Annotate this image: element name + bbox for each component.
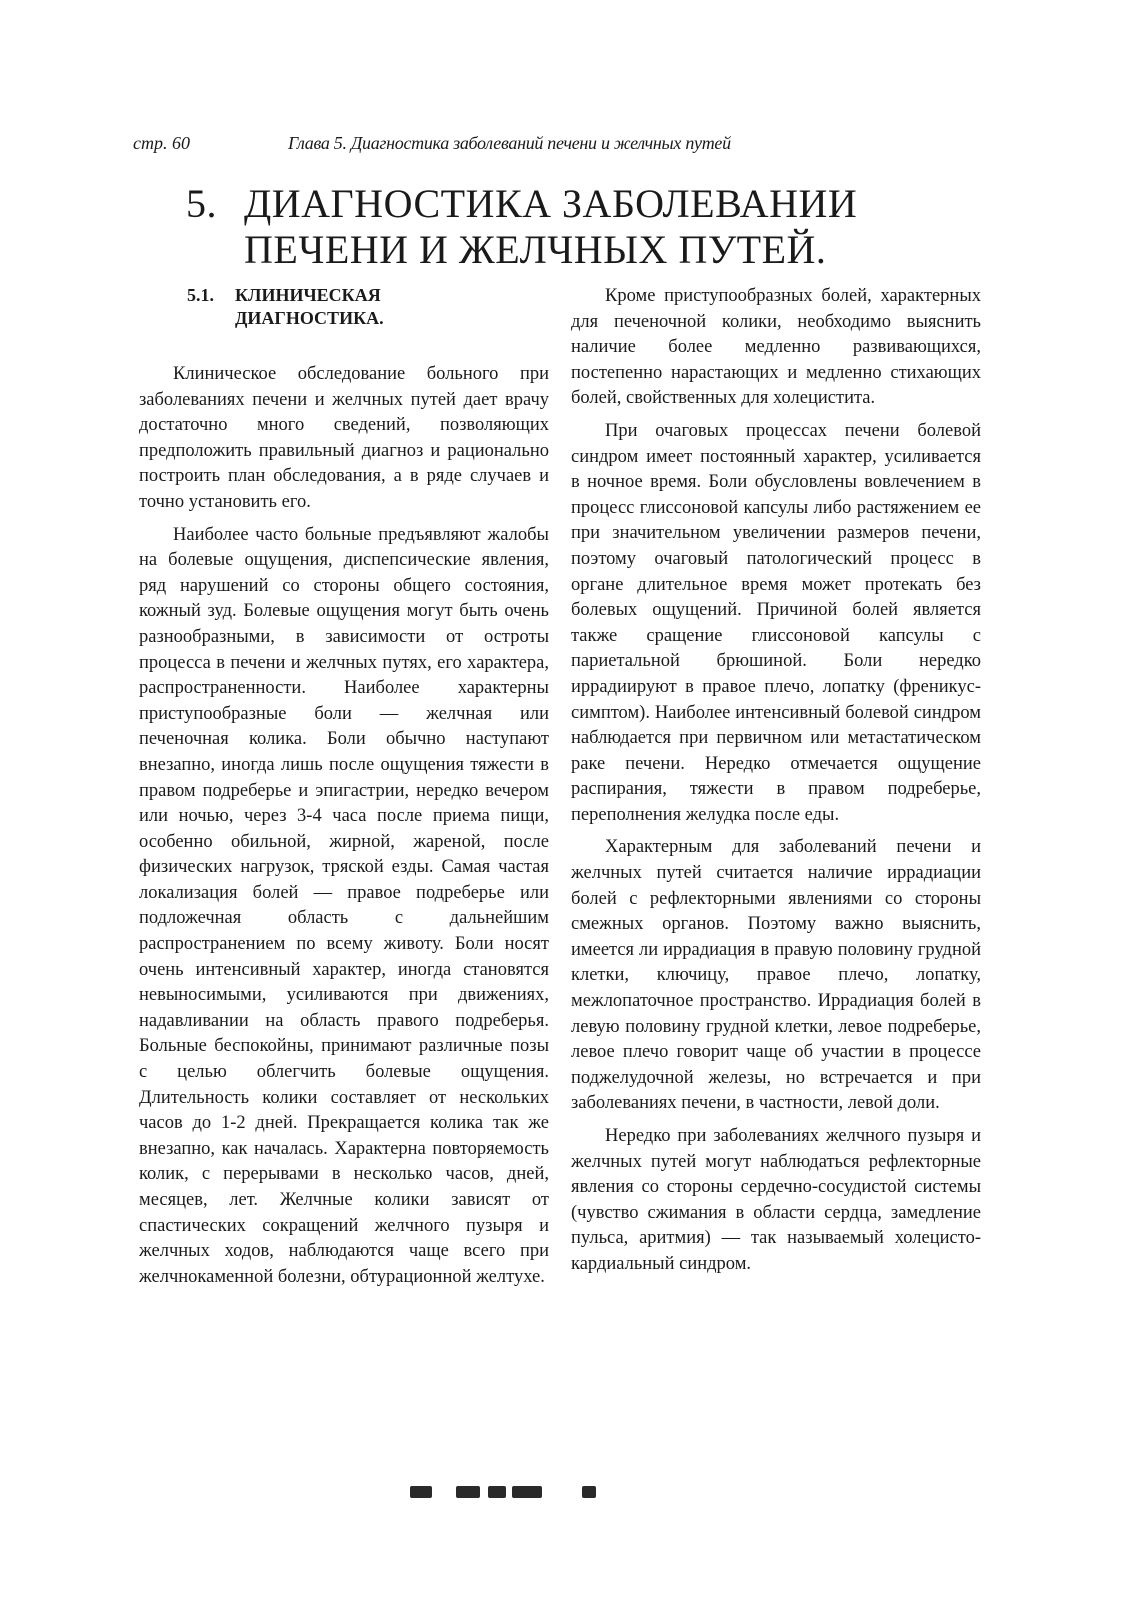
paragraph: Клиническое обследование больного при заболеваниях печени и желчных путей дает врачу достаточно много сведений, позволяющих предположить правильный диагноз и рационально построить план обследования, а в ряде случаев и точно установить его.: [139, 364, 549, 512]
right-column: [571, 284, 981, 1285]
section-number: 5.1.: [187, 285, 214, 305]
chapter-number: 5.: [186, 181, 217, 226]
left-column: [139, 284, 549, 1297]
paragraph: Кроме приступообразных болей, характерных для печеночной колики, необходимо выяснить наличие более медленно развивающихся, постепенно нарастающих и медленно стихающих болей, свойственных для холецистита.: [571, 286, 981, 409]
paragraph: Наиболее часто больные предъявляют жалобы на болевые ощущения, диспепсические явления, ряд нарушений со стороны общего состояния, кожный зуд. Болевые ощущения могут быть очень разнообразными, в зависимости от остроты процесса в печени и желчных путях, его характера, распространенности. Наиболее характерны приступообразные боли — желчная или печеночная колика. Боли обычно наступают внезапно, иногда лишь после ощущения тяжести в правом подреберье и эпигастрии, нередко вечером или ночью, через 3-4 часа после приема пищи, особенно обильной, жирной, жареной, после физических нагрузок, тряской езды. Самая частая локализация болей — правое подреберье или подложечная область с дальнейшим распространением по всему животу. Боли носят очень интенсивный характер, иногда становятся невыносимыми, усиливаются при движениях, надавливании на область правого подреберья. Больные беспокойны, принимают различные позы с целью облегчить болевые ощущения. Длительность колики составляет от нескольких часов до 1-2 дней. Прекращается колика так же внезапно, как началась. Характерна повторяемость колик, с перерывами в несколько часов, дней, месяцев, лет. Желчные колики зависят от спастических сокращений желчного пузыря и желчных ходов, наблюдаются чаще всего при желчнокаменной болезни, обтурационной желтухе.: [139, 524, 549, 1287]
section-title: КЛИНИЧЕСКАЯ ДИАГНОСТИКА.: [235, 285, 384, 328]
page-number: стр. 60: [133, 133, 190, 153]
paragraph: Нередко при заболеваниях желчного пузыря и желчных путей могут наблюдаться рефлекторные явления со стороны сердечно-сосудистой системы (чувство сжимания в области сердца, замедление пульса, аритмия) — так называемый холецисто-кардиальный синдром.: [571, 1126, 981, 1274]
section-heading: [187, 284, 549, 330]
paragraph: Характерным для заболеваний печени и желчных путей считается наличие иррадиации болей с рефлекторными явлениями со стороны смежных органов. Поэтому важно выяснить, имеется ли иррадиация в правую половину грудной клетки, ключицу, правое плечо, лопатку, межлопаточное пространство. Иррадиация болей в левую половину грудной клетки, левое подреберье, левое плечо говорит чаще об участии в процессе поджелудочной железы, но встречается и при заболеваниях печени, в частности, левой доли.: [571, 837, 981, 1114]
footer-artifact: [410, 1486, 600, 1500]
chapter-title-line-1: ДИАГНОСТИКА ЗАБОЛЕВАНИИ: [244, 181, 858, 226]
chapter-reference: Глава 5. Диагностика заболеваний печени и желчных путей: [288, 133, 731, 153]
chapter-title-line-2: ПЕЧЕНИ И ЖЕЛЧНЫХ ПУТЕЙ.: [244, 227, 827, 272]
paragraph: При очаговых процессах печени болевой синдром имеет постоянный характер, усиливается в ночное время. Боли обусловлены вовлечением в процесс глиссоновой капсулы либо растяжением ее при значительном увеличении размеров печени, поэтому очаговый патологический процесс в органе длительное время может протекать без болевых ощущений. Причиной болей является также сращение глиссоновой капсулы с париетальной брюшиной. Боли нередко иррадиируют в правое плечо, лопатку (френикус-симптом). Наиболее интенсивный болевой синдром наблюдается при первичном или метастатическом раке печени. Нередко отмечается ощущение распирания, тяжести в правом подреберье, переполнения желудка после еды.: [571, 420, 981, 825]
